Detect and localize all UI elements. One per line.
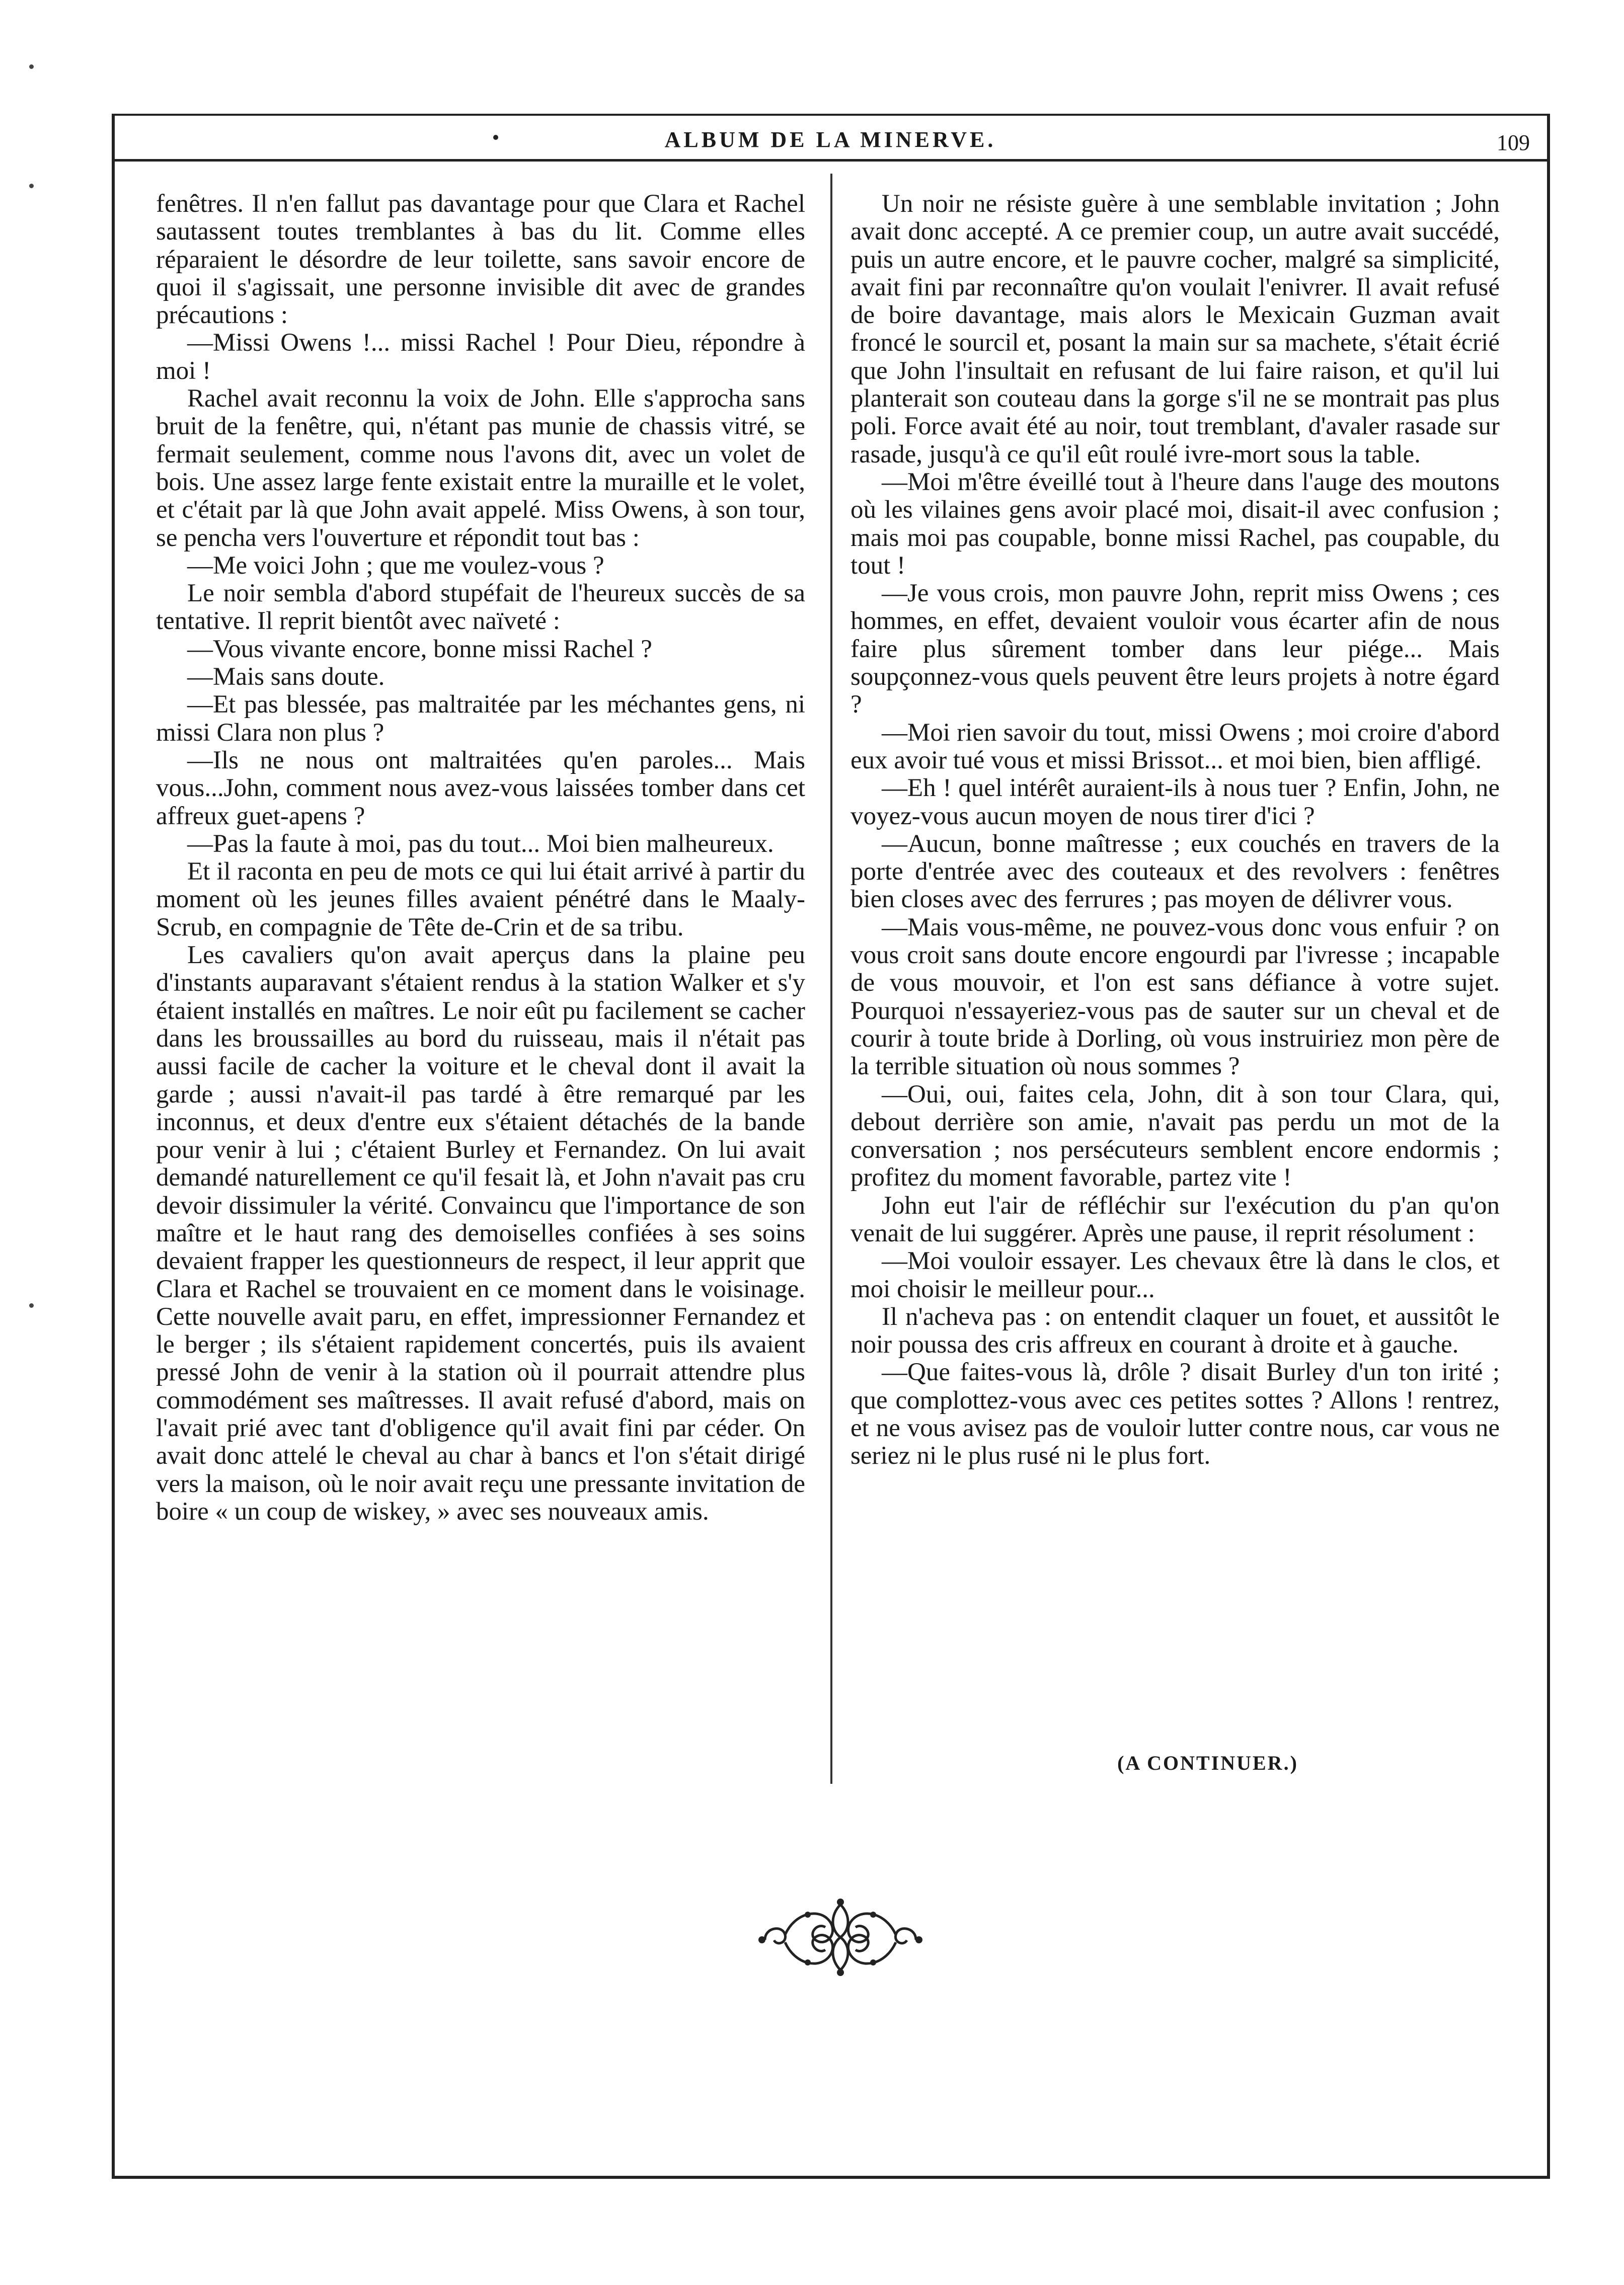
- paragraph: Il n'acheva pas : on entendit claquer un fouet, et aussitôt le noir poussa des cris affreux en courant à droite et à gauche.: [850, 1302, 1500, 1359]
- paragraph: Un noir ne résiste guère à une semblable invitation ; John avait donc accepté. A ce premier coup, un autre avait succédé, puis un autre encore, et le pauvre cocher, malgré sa simplicité, avait fini par reconnaître qu'on voulait l'enivrer. Il avait refusé de boire davantage, mais alors le Mexicain Guzman avait froncé le sourcil et, posant la main sur sa machete, s'était écrié que John l'insultait en refusant de lui faire raison, et qu'il lui planterait son couteau dans la gorge s'il ne se montrait pas plus poli. Force avait été au noir, tout tremblant, d'avaler rasade sur rasade, jusqu'à ce qu'il eût roulé ivre-mort sous la table.: [850, 190, 1500, 468]
- paragraph: Les cavaliers qu'on avait aperçus dans la plaine peu d'instants auparavant s'étaient rendus à la station Walker et s'y étaient installés en maîtres. Le noir eût pu facilement se cacher dans les broussailles au bord du ruisseau, mais il n'était pas aussi facile de cacher la voiture et le cheval dont il avait la garde ; aussi n'avait-il pas tardé à être remarqué par les inconnus, et deux d'entre eux s'étaient détachés de la bande pour venir à lui ; c'étaient Burley et Fernandez. On lui avait demandé naturellement ce qu'il fesait là, et John n'avait pas cru devoir dissimuler la vérité. Convaincu que l'importance de son maître et le haut rang des demoiselles confiées à ses soins devaient frapper les questionneurs de respect, il leur apprit que Clara et Rachel se trouvaient en ce moment dans le voisinage. Cette nouvelle avait paru, en effet, impressionner Fernandez et le berger ; ils s'étaient rapidement concertés, puis ils avaient pressé John de venir à la station où il pourrait attendre plus commodément ses maîtresses. Il avait refusé d'abord, mais on l'avait prié avec tant d'obligence qu'il avait fini par céder. On avait donc attelé le cheval au char à bancs et l'on s'était dirigé vers la maison, où le noir avait reçu une pressante invitation de boire « un coup de wiskey, » avec ses nouveaux amis.: [156, 941, 805, 1526]
- paragraph: —Me voici John ; que me voulez-vous ?: [187, 551, 604, 580]
- paragraph: fenêtres. Il n'en fallut pas davantage pour que Clara et Rachel sautassent toutes tremblantes à bas du lit. Comme elles réparaient le désordre de leur toilette, sans savoir encore de quoi il s'agissait, une personne invisible dit avec de grandes précautions :: [156, 190, 805, 330]
- paragraph: —Eh ! quel intérêt auraient-ils à nous tuer ? Enfin, John, ne voyez-vous aucun moyen de nous tirer d'ici ?: [850, 774, 1500, 830]
- paragraph: —Mais sans doute.: [187, 663, 385, 691]
- paragraph: —Moi m'être éveillé tout à l'heure dans l'auge des moutons où les vilaines gens avoir placé moi, disait-il avec confusion ; mais moi pas coupable, bonne missi Rachel, pas coupable, du tout !: [850, 467, 1500, 580]
- scan-mark: [29, 1303, 34, 1308]
- paragraph: Le noir sembla d'abord stupéfait de l'heureux succès de sa tentative. Il reprit bientôt avec naïveté :: [156, 579, 805, 636]
- page-number: 109: [1497, 130, 1530, 155]
- left-column: [156, 190, 805, 1526]
- paragraph: —Vous vivante encore, bonne missi Rachel ?: [187, 635, 652, 663]
- paragraph: —Que faites-vous là, drôle ? disait Burley d'un ton irité ; que complottez-vous avec ces petites sottes ? Allons ! rentrez, et ne vous avisez pas de vouloir lutter contre nous, car vous ne seriez ni le plus rusé ni le plus fort.: [850, 1358, 1500, 1470]
- column-divider: [830, 174, 832, 1784]
- paragraph: —Missi Owens !... missi Rachel ! Pour Dieu, répondre à moi !: [156, 329, 805, 385]
- floral-vignette-icon: [755, 1892, 926, 1983]
- running-title: ALBUM DE LA MINERVE.: [664, 127, 996, 152]
- paragraph: —Mais vous-même, ne pouvez-vous donc vous enfuir ? on vous croit sans doute encore engourdi par l'ivresse ; incapable de vous mouvoir, et l'on est sans défiance à votre sujet. Pourquoi n'essayeriez-vous pas de sauter sur un cheval et de courir à toute bride à Dorling, où vous instruiriez mon père de la terrible situation où nous sommes ?: [850, 913, 1500, 1081]
- scan-mark: [29, 184, 34, 188]
- scan-mark: [29, 64, 34, 69]
- paragraph: —Oui, oui, faites cela, John, dit à son tour Clara, qui, debout derrière son amie, n'avait pas perdu un mot de la conversation ; nos persécuteurs semblent encore endormis ; profitez du moment favorable, partez vite !: [850, 1080, 1500, 1192]
- paragraph: —Pas la faute à moi, pas du tout... Moi bien malheureux.: [187, 829, 774, 858]
- paragraph: —Ils ne nous ont maltraitées qu'en paroles... Mais vous...John, comment nous avez-vous laissées tomber dans cet affreux guet-apens ?: [156, 746, 805, 830]
- header-mark: [493, 135, 498, 140]
- paragraph: —Moi rien savoir du tout, missi Owens ; moi croire d'abord eux avoir tué vous et missi Brissot... et moi bien, bien affligé.: [850, 718, 1500, 774]
- right-column: [850, 190, 1500, 1470]
- paragraph: —Moi vouloir essayer. Les chevaux être là dans le clos, et moi choisir le meilleur pour...: [850, 1247, 1500, 1303]
- header-rule: [112, 159, 1550, 162]
- paragraph: —Et pas blessée, pas maltraitée par les méchantes gens, ni missi Clara non plus ?: [156, 690, 805, 747]
- paragraph: John eut l'air de réfléchir sur l'exécution du p'an qu'on venait de lui suggérer. Après une pause, il reprit résolument :: [850, 1191, 1500, 1247]
- continuation-note: (A CONTINUER.): [1117, 1752, 1298, 1774]
- paragraph: —Aucun, bonne maîtresse ; eux couchés en travers de la porte d'entrée avec des couteaux et des revolvers : fenêtres bien closes avec des ferrures ; pas moyen de délivrer vous.: [850, 829, 1500, 914]
- paragraph: Et il raconta en peu de mots ce qui lui était arrivé à partir du moment où les jeunes filles avaient pénétré dans le Maaly-Scrub, en compagnie de Tête de-Crin et de sa tribu.: [156, 857, 805, 941]
- paragraph: Rachel avait reconnu la voix de John. Elle s'approcha sans bruit de la fenêtre, qui, n'étant pas munie de chassis vitré, se fermait seulement, comme nous l'avons dit, avec un volet de bois. Une assez large fente existait entre la muraille et le volet, et c'était par là que John avait appelé. Miss Owens, à son tour, se pencha vers l'ouverture et répondit tout bas :: [156, 384, 805, 552]
- paragraph: —Je vous crois, mon pauvre John, reprit miss Owens ; ces hommes, en effet, devaient vouloir vous écarter afin de nous faire plus sûrement tomber dans leur piége... Mais soupçonnez-vous quels peuvent être leurs projets à notre égard ?: [850, 579, 1500, 719]
